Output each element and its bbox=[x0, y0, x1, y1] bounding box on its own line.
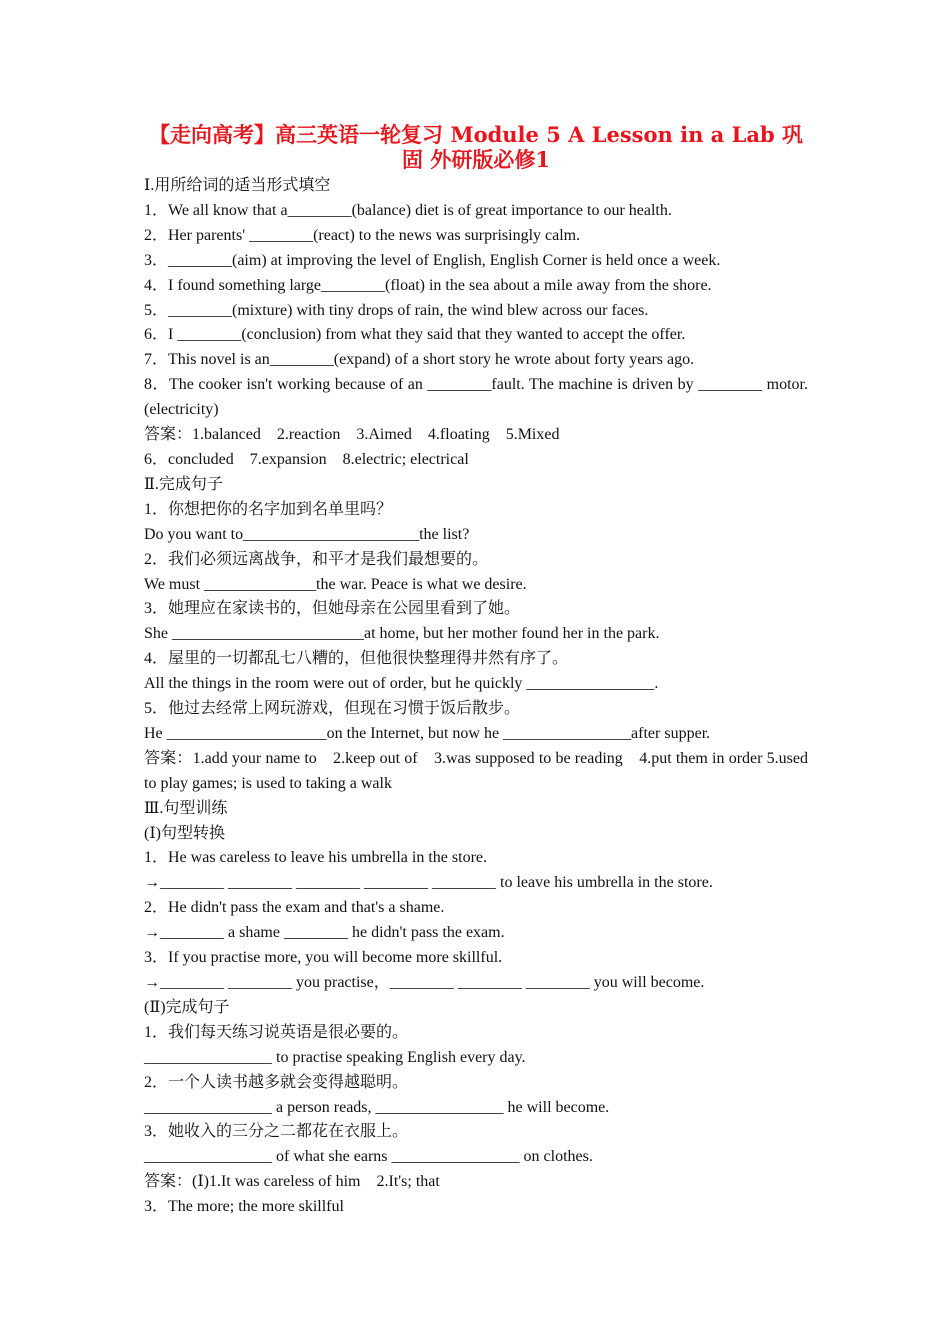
section-3-heading: Ⅲ.句型训练 bbox=[144, 799, 228, 817]
section-1-heading: Ⅰ.用所给词的适当形式填空 bbox=[144, 177, 331, 194]
exercise-line: 4．屋里的一切都乱七八糟的，但他很快整理得井然有序了。 bbox=[144, 650, 569, 668]
exercise-line: 3．她理应在家读书的，但她母亲在公园里看到了她。 bbox=[144, 600, 521, 618]
exercise-line: 1．He was careless to leave his umbrella in the store. bbox=[144, 849, 488, 867]
subsection-heading: (Ⅰ)句型转换 bbox=[144, 824, 225, 842]
exercise-line: 6．I ________(conclusion) from what they said that they wanted to accept the offer. bbox=[144, 326, 686, 344]
document-page bbox=[144, 122, 808, 1220]
exercise-line: 7．This novel is an________(expand) of a short story he wrote about forty years ago. bbox=[144, 351, 695, 369]
exercise-line: ________________ to practise speaking English every day. bbox=[144, 1048, 526, 1066]
exercise-line: ________________ a person reads, ________________ he will become. bbox=[144, 1098, 610, 1116]
exercise-line: 3．If you practise more, you will become more skillful. bbox=[144, 949, 503, 967]
exercise-line: 2．一个人读书越多就会变得越聪明。 bbox=[144, 1073, 409, 1091]
exercise-line: 1．We all know that a________(balance) diet is of great importance to our health. bbox=[144, 201, 672, 219]
document-title: 【走向高考】高三英语一轮复习 Module 5 A Lesson in a Lab 巩固 外研版必修1 bbox=[149, 122, 803, 172]
exercise-line: →________ ________ you practise，________ ________ ________ you will become. bbox=[144, 974, 705, 991]
exercise-line: 1．我们每天练习说英语是很必要的。 bbox=[144, 1023, 409, 1041]
section-2-heading: Ⅱ.完成句子 bbox=[144, 475, 223, 493]
exercise-line: →________ ________ ________ ________ ________ to leave his umbrella in the store. bbox=[144, 874, 713, 892]
answer-line: 答案：(Ⅰ)1.It was careless of him 2.It's; that bbox=[144, 1173, 440, 1191]
exercise-line: 5．________(mixture) with tiny drops of rain, the wind blew across our faces. bbox=[144, 301, 649, 319]
exercise-line: 5．他过去经常上网玩游戏，但现在习惯于饭后散步。 bbox=[144, 700, 521, 718]
exercise-line: 2．Her parents' ________(react) to the news was surprisingly calm. bbox=[144, 226, 581, 244]
exercise-line: 3．________(aim) at improving the level of English, English Corner is held once a week. bbox=[144, 251, 721, 269]
answer-line: 6．concluded 7.expansion 8.electric; electrical bbox=[144, 450, 469, 468]
exercise-line: ________________ of what she earns ________________ on clothes. bbox=[144, 1148, 593, 1166]
exercise-line: We must ______________the war. Peace is what we desire. bbox=[144, 575, 527, 593]
answer-line: 答案：1.balanced 2.reaction 3.Aimed 4.floating 5.Mixed bbox=[144, 426, 560, 444]
subsection-heading: (Ⅱ)完成句子 bbox=[144, 998, 230, 1016]
exercise-line: 1．你想把你的名字加到名单里吗？ bbox=[144, 500, 393, 518]
exercise-line: He ____________________on the Internet, but now he ________________after supper. bbox=[144, 724, 711, 742]
exercise-line: →________ a shame ________ he didn't pass the exam. bbox=[144, 924, 505, 942]
exercise-line: 3．她收入的三分之二都花在衣服上。 bbox=[144, 1123, 409, 1141]
exercise-line: She ________________________at home, but her mother found her in the park. bbox=[144, 625, 660, 643]
exercise-line: 2．我们必须远离战争，和平才是我们最想要的。 bbox=[144, 550, 489, 568]
exercise-line: Do you want to______________________the list? bbox=[144, 525, 470, 543]
answer-line: 答案：1.add your name to 2.keep out of 3.was supposed to be reading 4.put them in order 5.used to play games; is used to taking a walk bbox=[144, 749, 808, 792]
exercise-line: 8．The cooker isn't working because of an ________fault. The machine is driven by ________ motor.(electricity) bbox=[144, 376, 808, 419]
exercise-line: 2．He didn't pass the exam and that's a shame. bbox=[144, 899, 445, 917]
exercise-line: 4．I found something large________(float) in the sea about a mile away from the shore. bbox=[144, 276, 712, 294]
answer-line: 3．The more; the more skillful bbox=[144, 1198, 344, 1216]
exercise-line: All the things in the room were out of order, but he quickly ________________. bbox=[144, 675, 659, 693]
